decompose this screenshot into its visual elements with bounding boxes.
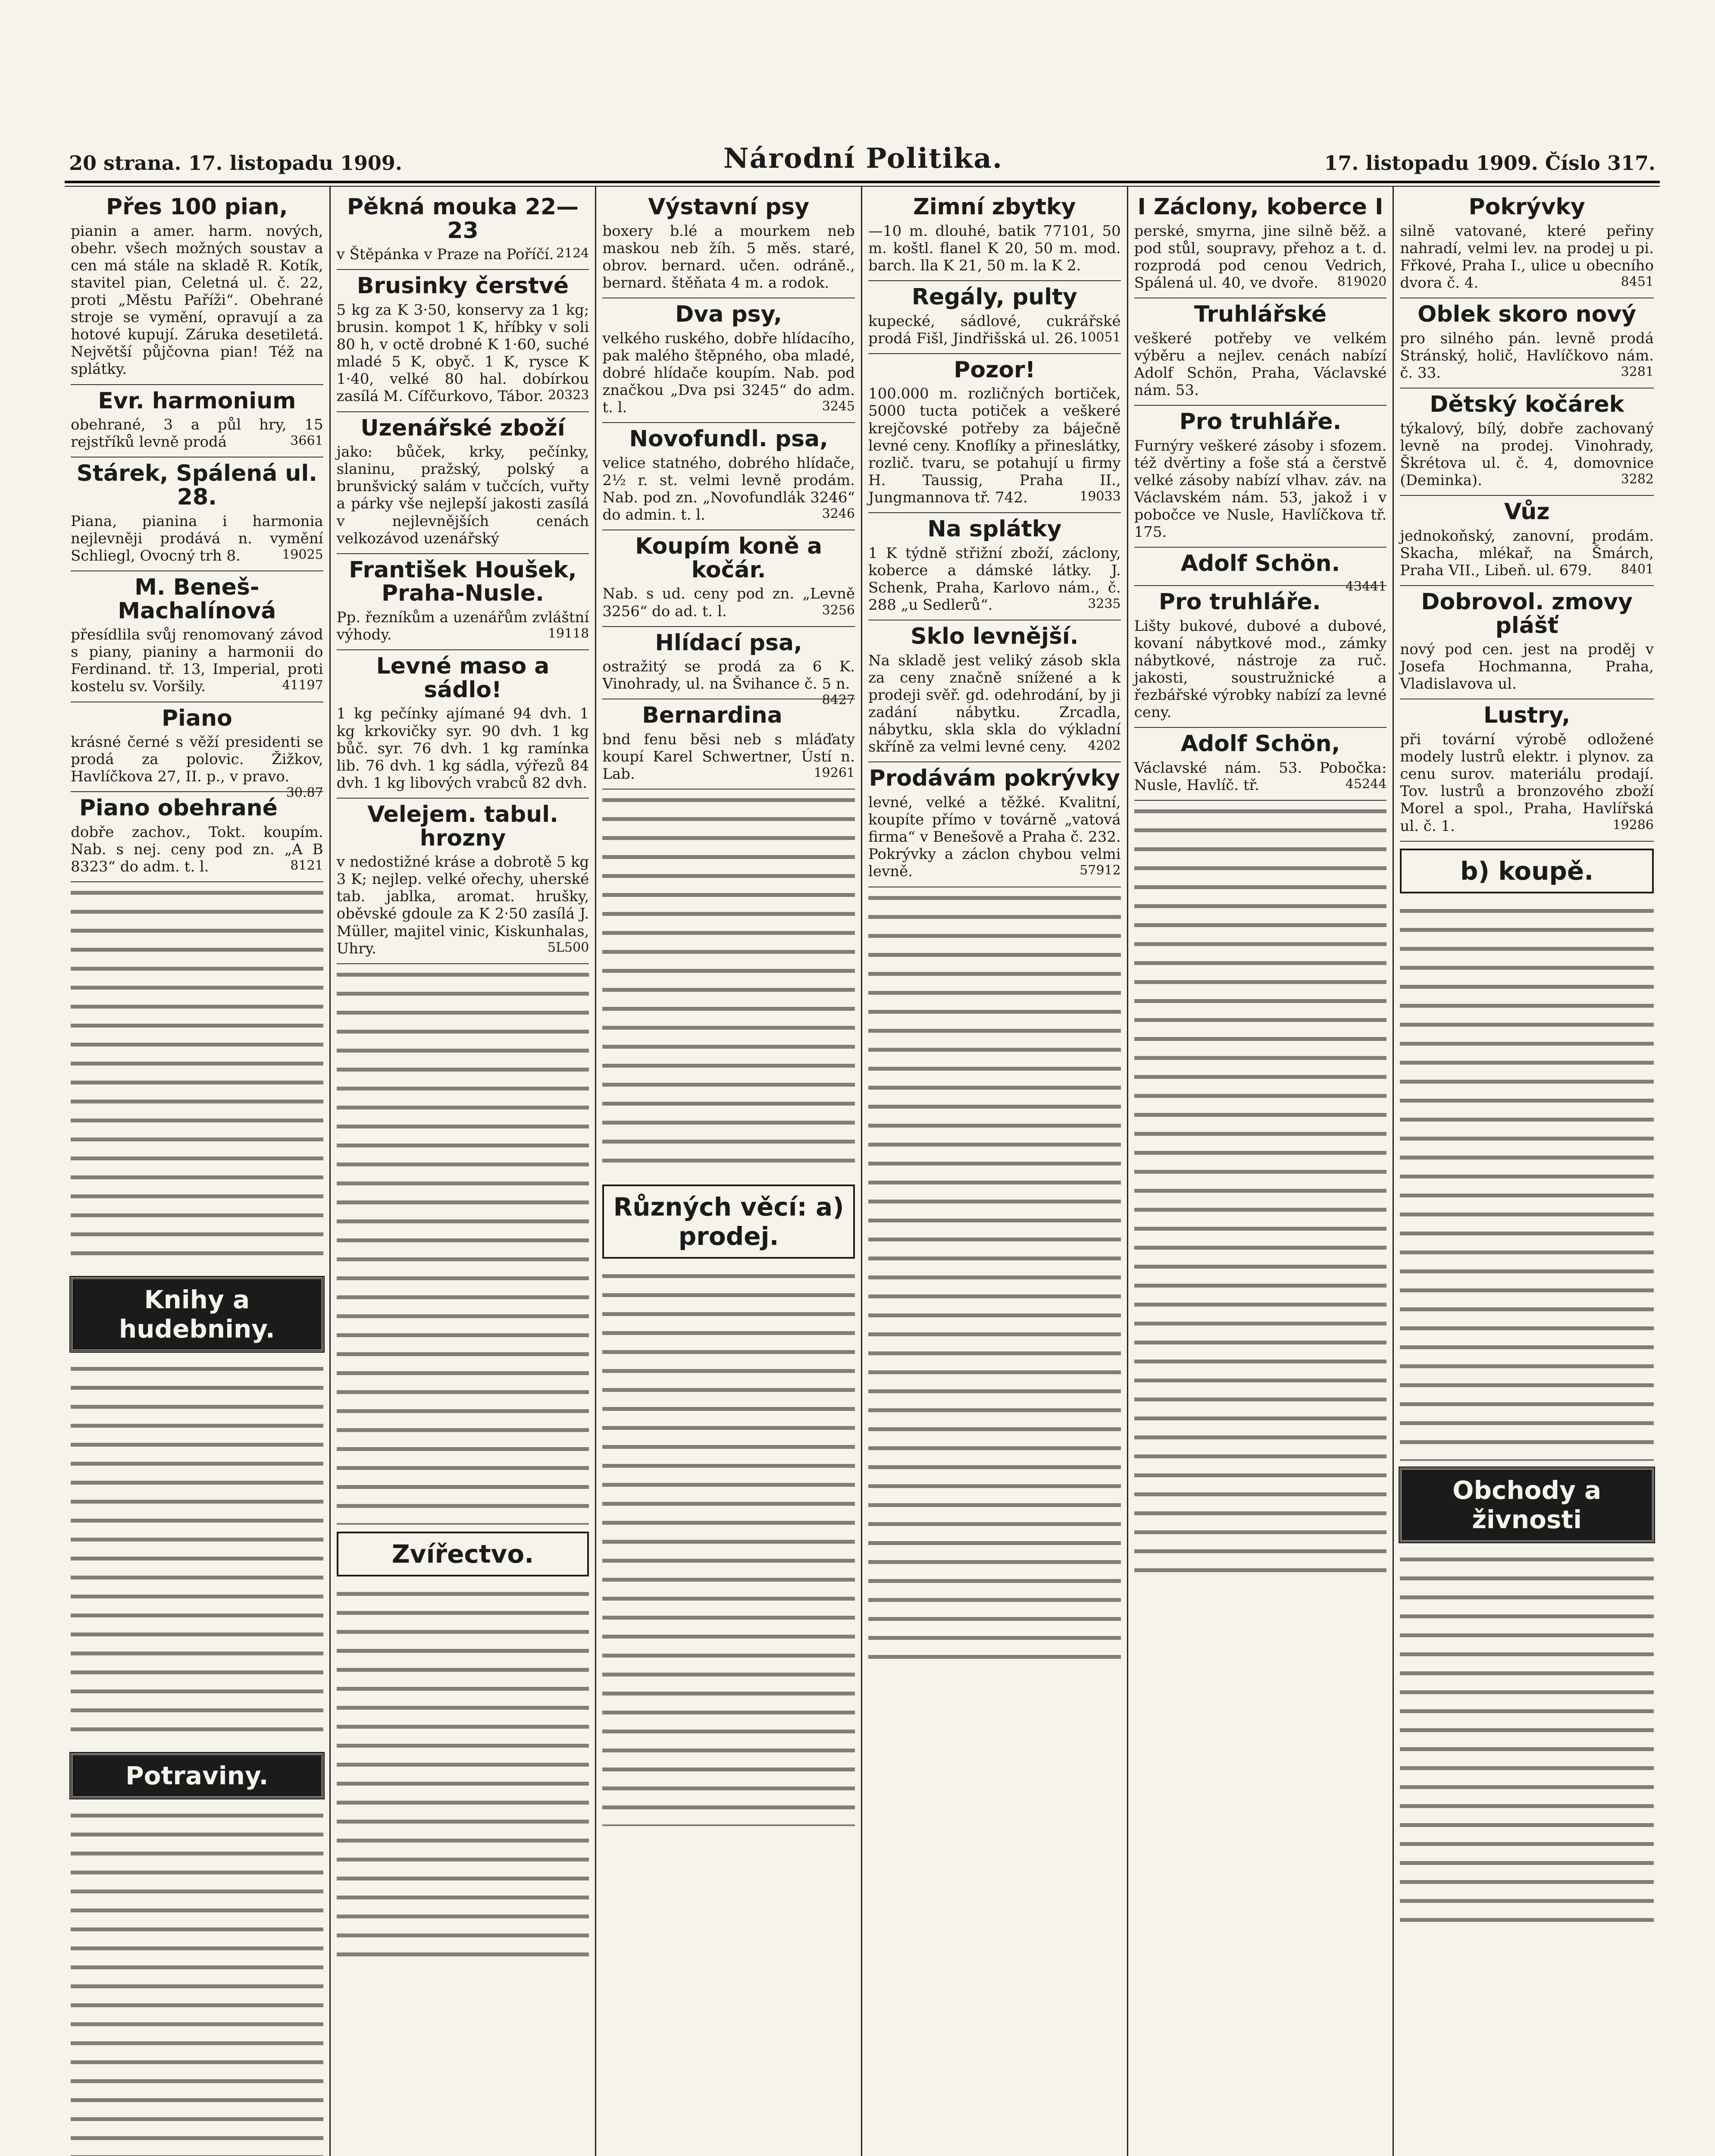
ad-text: levné, velké a těžké. Kvalitní, koupíte přímo v továrně „vatová firma“ v Benešově a Praha č. 232. Pokrývky a záclon chybou velmi levně. — [868, 793, 1121, 881]
ad — [71, 458, 323, 571]
ad-text: týkalový, bílý, dobře zachovaný levně na prodej. Vinohrady, Škrétova ul. č. 4, domovnice (Deminka). — [1400, 420, 1654, 489]
ad-text: velkého ruského, dobře hlídacího, pak malého štěpného, oba mladé, dobré hlídače koupím. Nab. pod značkou „Dva psi 3245“ do adm. t. l. — [602, 329, 855, 417]
ad — [602, 699, 855, 790]
ad-number: 45244 — [1345, 776, 1387, 792]
ad — [602, 423, 855, 530]
ad — [602, 627, 855, 708]
ad — [71, 385, 323, 458]
ad — [1134, 728, 1387, 801]
ad-heading: Na splátky — [927, 516, 1062, 542]
columns — [65, 186, 1660, 2156]
ad — [1134, 548, 1387, 594]
newspaper-page — [65, 142, 1660, 2156]
column-4 — [862, 187, 1128, 2156]
ad — [1134, 406, 1387, 548]
ad-number: 10051 — [1080, 329, 1121, 345]
text-block — [337, 1583, 589, 1971]
ad — [1400, 389, 1654, 496]
ad-heading: Truhlářské — [1194, 301, 1327, 328]
ad-text: v nedostižné kráse a dobrotě 5 kg 3 K; nejlep. velké ořechy, uherské tab. jablka, aromat. hrušky, oběvské gdoule za K 2·50 zasílá J. Müller, majitel vinic, Kiskunhalas, Uhry. — [336, 853, 589, 957]
ad — [602, 298, 855, 423]
ad — [337, 270, 589, 412]
ad-heading: Evr. harmonium — [98, 388, 296, 414]
ad-text: přesídlila svůj renomovaný závod s piany, pianiny a harmonii do Ferdinand. tř. 13, Imperial, proti kostelu sv. Voršily. — [71, 626, 323, 696]
ad-text: v Štěpánka v Praze na Poříčí. — [336, 246, 554, 263]
ad-heading: Piano obehrané — [79, 795, 278, 821]
ad-text: 1 K týdně střižní zboží, záclony, koberce a dámské látky. J. Schenk, Praha, Karlovo nám., č. 288 „u Sedlerů“. — [868, 544, 1121, 614]
ad — [602, 191, 855, 298]
ad-number: 19025 — [282, 547, 323, 562]
ad-text: Piana, pianina i harmonia nejlevněji prodává n. vymění Schliegl, Ovocný trh 8. — [71, 512, 323, 564]
column-5 — [1128, 187, 1394, 2156]
text-block — [71, 1805, 323, 2156]
ad-heading: Zimní zbytky — [913, 194, 1076, 220]
ad-number: 819020 — [1337, 274, 1387, 289]
ad-heading: Dětský kočárek — [1430, 391, 1624, 417]
text-block — [1134, 801, 1387, 1577]
ad-text: obehrané, 3 a půl hry, 15 rejstříků levně prodá — [71, 416, 323, 451]
text-block — [1400, 900, 1654, 1461]
ad-heading: I Záclony, koberce I — [1137, 194, 1383, 220]
ad-heading: Hlídací psa, — [655, 630, 802, 656]
ad — [1134, 191, 1387, 298]
ad-number: 57912 — [1080, 863, 1121, 878]
ad — [1400, 699, 1654, 841]
ad-number: 19261 — [814, 765, 855, 781]
ad-text: jednokoňský, zanovní, prodám. Skacha, mlékař, na Šmárch, Praha VII., Libeň. ul. 679. — [1400, 527, 1654, 579]
ad-text: veškeré potřeby ve velkém výběru a nejlev. cenách nabízí Adolf Schön, Praha, Václavské nám. 53. — [1134, 329, 1387, 399]
ad-heading: Pro truhláře. — [1179, 409, 1342, 435]
ad-text: dobře zachov., Tokt. koupím. Nab. s nej. ceny pod zn. „A B 8323“ do adm. t. l. — [71, 824, 323, 876]
column-3 — [596, 187, 862, 2156]
text-block — [868, 887, 1121, 1664]
ad — [1134, 298, 1387, 406]
ad-number: 19286 — [1612, 817, 1654, 833]
text-block — [602, 790, 855, 1178]
text-block — [71, 882, 323, 1270]
ad-number: 41197 — [282, 678, 323, 693]
section-heading-books: Knihy a hudebniny. — [71, 1277, 323, 1351]
ad-heading: Regály, pulty — [911, 284, 1077, 310]
ad — [868, 191, 1121, 281]
ad-heading: Pozor! — [954, 357, 1036, 383]
ad — [1400, 191, 1654, 298]
ad-heading: Vůz — [1504, 498, 1550, 525]
ad-heading: Prodávám pokrývky — [869, 765, 1120, 792]
ad-heading: František Houšek, Praha-Nusle. — [349, 557, 577, 607]
ad — [1400, 298, 1654, 389]
ad — [868, 762, 1121, 887]
ad-heading: Lustry, — [1483, 702, 1571, 729]
ad-heading: Stárek, Spálená ul. 28. — [76, 461, 318, 510]
text-block — [71, 1358, 323, 1746]
ad-text: perské, smyrna, jine silně běž. a pod stůl, soupravy, přehoz a t. d. rozprodá pod cenou Vedrich, Spálená ul. 40, ve dvoře. — [1134, 222, 1387, 291]
ad-heading: Koupím koně a kočár. — [635, 533, 823, 583]
header-right: 17. listopadu 1909. Číslo 317. — [1324, 151, 1656, 175]
text-block — [602, 1266, 855, 1826]
ad-number: 19118 — [548, 626, 589, 642]
ad-text: Nab. s ud. ceny pod zn. „Levně 3256“ do ad. t. l. — [602, 585, 855, 620]
ad-heading: Dva psy, — [675, 301, 782, 328]
ad-text: kupecké, sádlové, cukrářské prodá Fišl, Jindřišská ul. 26. — [868, 312, 1121, 347]
ad — [71, 702, 323, 801]
ad-heading: Velejem. tabul. hrozny — [367, 801, 558, 851]
ad — [868, 354, 1121, 513]
ad-text: —10 m. dlouhé, batik 77101, 50 m. koštl. flanel K 20, 50 m. mod. barch. lla K 21, 50 m. la K 2. — [868, 222, 1121, 274]
ad-text: velice statného, dobrého hlídače, 2½ r. st. velmi levně prodám. Nab. pod zn. „Novofundlák 3246“ do admin. t. l. — [602, 454, 855, 524]
ad — [337, 191, 589, 270]
ad-heading: Pěkná mouka 22—23 — [347, 194, 579, 244]
ad-heading: Levné maso a sádlo! — [376, 653, 550, 703]
ad-number: 3281 — [1621, 364, 1654, 379]
ad-heading: Novofundl. psa, — [629, 426, 828, 452]
section-heading-food: Potraviny. — [71, 1753, 323, 1798]
column-2 — [331, 187, 597, 2156]
ad-heading: Přes 100 pian, — [106, 194, 288, 220]
ad-number: 8121 — [290, 858, 323, 874]
ad-text: Furnýry veškeré zásoby i sfozem. též dvěrtiny a foše stá a čerstvě velké zásoby nabízí vlhav. záv. na Václavském nám. 53, jakož i v pobočce ve Nusle, Havlíčkova tř. 175. — [1134, 437, 1387, 541]
ad-text: při tovární výrobě odložené modely lustrů elektr. i plynov. za cenu surov. materiálu prodají. Tov. lustrů a bronzového zboží Morel a spol., Praha, Havlířská ul. č. 1. — [1400, 731, 1654, 835]
ad-text: pianin a amer. harm. nových, obehr. všech možných soustav a cen má stále na skladě R. Kotík, stavitel pian, Celetná ul. č. 22, proti „Městu Paříži“. Obehrané stroje se vymění, opravují a za hotové kupují. Záruka desetiletá. Největší půjčovna pian! Též na splátky. — [71, 222, 323, 378]
ad-text: boxery b.lé a mourkem neb maskou neb žíh. 5 měs. staré, obrov. bernard. učen. odráně., bernard. štěňata 4 m. a rodok. — [602, 222, 855, 291]
ad-text: bnd fenu běsi neb s mláďaty koupí Karel Schwertner, Ústí n. Lab. — [602, 731, 855, 783]
ad — [337, 554, 589, 650]
ad-number: 3256 — [822, 602, 855, 618]
ad — [868, 513, 1121, 620]
ad — [1134, 586, 1387, 728]
column-6 — [1394, 187, 1660, 2156]
ad-number: 3235 — [1088, 596, 1121, 612]
ad-number: 43441 — [1345, 579, 1387, 594]
ad — [71, 571, 323, 702]
ad-heading: Pro truhláře. — [1158, 589, 1321, 615]
page-header — [65, 142, 1660, 183]
ad-number: 3245 — [822, 399, 855, 414]
column-1 — [65, 187, 331, 2156]
ad-text: Lišty bukové, dubové a dubové, kovaní nábytkové mod., zámky nábytkové, nástroje za ruč. jakosti, soustružnické a řezbářské výrobky nabízí za levné ceny. — [1134, 617, 1387, 721]
ad-number: 4202 — [1088, 738, 1121, 754]
ad-heading: Adolf Schön. — [1180, 551, 1340, 577]
ad — [337, 799, 589, 964]
text-block — [337, 964, 589, 1525]
ad-text: 5 kg za K 3·50, konservy za 1 kg; brusin. kompot 1 K, hříbky v soli 80 h, v octě drobné K 1·60, suché mladé 5 K, obyč. 1 K, rysce K 1·40, velké 80 hal. dobírkou zasílá M. Cífčurkovo, Tábor. — [336, 301, 589, 405]
ad — [337, 650, 589, 799]
ad-text: Pp. řezníkům a uzenářům zvláštní výhody. — [336, 608, 589, 644]
ad — [1400, 586, 1654, 700]
ad-text: jako: bůček, krky, pečínky, slaninu, pražský, polský a brunšvický salám v tučcích, vuřty a párky vše nejlepší jakosti zasílá v nejlevnějších cenách velkozávod uzenářský — [336, 443, 589, 547]
ad-heading: Sklo levnější. — [911, 624, 1079, 650]
ad-number: 8427 — [822, 693, 855, 708]
ad-heading: M. Beneš-Machalínová — [118, 574, 276, 624]
ad-heading: Piano — [161, 705, 232, 731]
ad-number: 2124 — [556, 246, 589, 261]
ad-text: Na skladě jest veliký zásob skla za ceny značně snížené a k prodeji svěř. gd. odehrodání, by ji zadání nábytku. Zrcadla, nábytku, skla skla do výkladní skříně za velmi levné ceny. — [868, 652, 1121, 756]
ad-heading: Bernardina — [642, 702, 782, 729]
ad-text: krásné černé s věží presidenti se prodá za polovic. Žižkov, Havlíčkova 27, II. p., v pravo. — [71, 733, 323, 786]
ad — [602, 530, 855, 627]
header-left: 20 strana. 17. listopadu 1909. — [69, 151, 402, 175]
masthead: Národní Politika. — [723, 142, 1003, 175]
ad-number: 8401 — [1621, 561, 1654, 577]
ad-text: pro silného pán. levně prodá Stránský, holič, Havlíčkovo nám. č. 33. — [1400, 329, 1654, 382]
ad-heading: Uzenářské zboží — [360, 415, 565, 441]
ad-number: 3661 — [290, 433, 323, 449]
ad — [337, 412, 589, 554]
ad-text: ostražitý se prodá za 6 K. Vinohrady, ul. na Švihance č. 5 n. — [602, 658, 855, 693]
ad-heading: Pokrývky — [1468, 194, 1585, 220]
ad-number: 5L500 — [548, 940, 589, 955]
section-heading-purchase: b) koupě. — [1400, 849, 1654, 893]
ad-text: 100.000 m. rozličných bortiček, 5000 tucta potiček a veškeré krejčovské potřeby za báječně levné ceny. Knoflíky a přineslátky, rozlič. tvaru, se potahují u firmy H. Taussig, Praha II., Jungmannova tř. 742. — [868, 385, 1121, 506]
ad — [868, 281, 1121, 354]
ad-number: 3246 — [822, 506, 855, 522]
ad-number: 19033 — [1080, 489, 1121, 504]
ad-number: 3282 — [1621, 471, 1654, 487]
text-block — [1400, 1549, 1654, 1937]
ad-text: silně vatované, které peřiny nahradí, velmi lev. na prodej u pi. Fřkové, Praha I., ulice u obecního dvora č. 4. — [1400, 222, 1654, 291]
section-heading-misc: Různých věcí: a) prodej. — [602, 1185, 855, 1259]
ad-heading: Oblek skoro nový — [1418, 301, 1637, 328]
ad-heading: Brusinky čerstvé — [357, 273, 569, 299]
ad-heading: Adolf Schön, — [1180, 731, 1340, 757]
ad-heading: Dobrovol. zmovy plášť — [1421, 589, 1633, 639]
ad-text: nový pod cen. jest na proděj v Josefa Hochmanna, Praha, Vladislavova ul. — [1400, 641, 1654, 693]
ad — [868, 620, 1121, 762]
ad — [1400, 496, 1654, 586]
ad — [71, 191, 323, 385]
ad-number: 30.87 — [286, 785, 323, 801]
ad-text: Václavské nám. 53. Pobočka: Nusle, Havlíč. tř. — [1134, 759, 1387, 794]
ad — [71, 792, 323, 882]
ad-text: 1 kg pečínky ajímané 94 dvh. 1 kg krkovičky syr. 90 dvh. 1 kg bůč. syr. 76 dvh. 1 kg ramínka lib. 76 dvh. 1 kg sádla, výřezů 84 dvh. 1 kg libových vrabců 82 dvh. — [336, 705, 589, 792]
section-heading-business: Obchody a živnosti — [1400, 1468, 1654, 1542]
section-heading-animals: Zvířectvo. — [337, 1532, 589, 1576]
ad-number: 20323 — [548, 388, 589, 403]
ad-number: 8451 — [1621, 274, 1654, 289]
ad-heading: Výstavní psy — [648, 194, 810, 220]
